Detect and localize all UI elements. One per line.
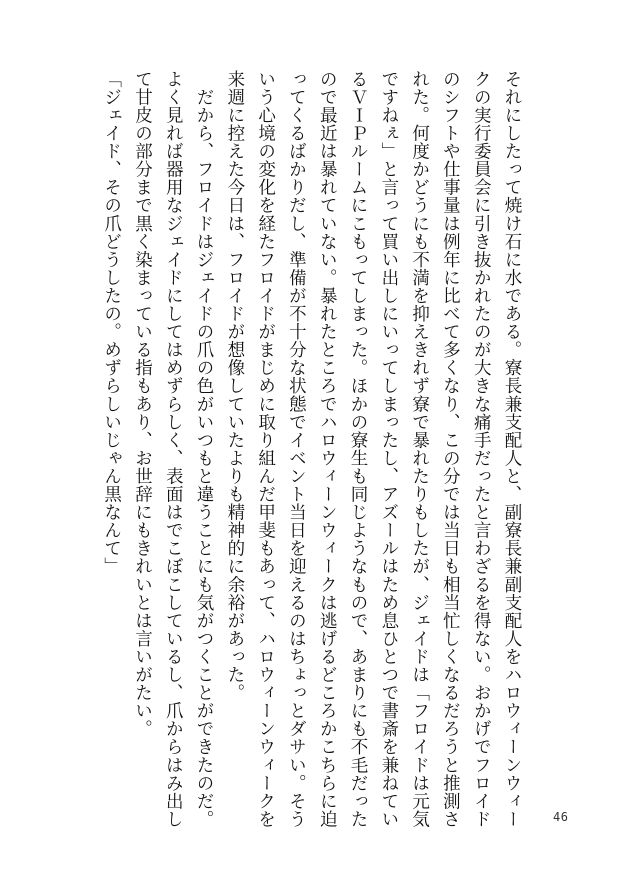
- text-line-6: るＶＩＰルームにこもってしまった。ほかの寮生も同じようなもので、あまりにも不毛だった: [348, 70, 369, 829]
- text-line-13: て甘皮の部分まで黒く染まっている指もあり、お世辞にもきれいとは言いがたい。: [132, 70, 153, 738]
- text-line-2: クの実行委員会に引き抜かれたのが大きな痛手だったと言わざるを得ない。おかげでフロイド: [471, 70, 492, 829]
- text-line-7: ので最近は暴れていない。暴れたところでハロウィーンウィークは逃げるどころかこちらに迫: [317, 70, 338, 829]
- text-line-10: 来週に控えた今日は、フロイドが想像していたよりも精神的に余裕があった。: [224, 70, 245, 702]
- text-line-3: のシフトや仕事量は例年に比べて多くなり、この分では当日も相当忙しくなるだろうと推測さ: [440, 70, 461, 829]
- text-line-12: よく見れば器用なジェイドにしてはめずらしく、表面はでこぼこしているし、爪からはみ出し: [163, 70, 184, 829]
- text-line-9: いう心境の変化を経たフロイドがまじめに取り組んだ甲斐もあって、ハロウィーンウィークを: [255, 70, 276, 829]
- text-line-8: ってくるばかりだし、準備が不十分な状態でイベント当日を迎えるのはちょっとダサい。そう: [286, 70, 307, 829]
- vertical-text-body: [96, 70, 527, 830]
- page-number: 46: [553, 810, 569, 824]
- text-line-5: ですねぇ」と言って買い出しにいってしまったし、アズールはため息ひとつで書斎を兼ねてい: [378, 70, 399, 829]
- text-line-4: れた。何度かどうにも不満を抑えきれず寮で暴れたりもしたが、ジェイドは「フロイドは元気: [409, 70, 430, 829]
- text-line-1: それにしたって焼け石に水である。寮長兼支配人と、副寮長兼副支配人をハロウィーンウィー: [502, 70, 522, 829]
- text-line-11: だから、フロイドはジェイドの爪の色がいつもと違うことにも気がつくことができたのだ。: [194, 70, 215, 829]
- text-line-14: 「ジェイド、その爪どうしたの。めずらしいじゃん黒なんて」: [101, 70, 122, 576]
